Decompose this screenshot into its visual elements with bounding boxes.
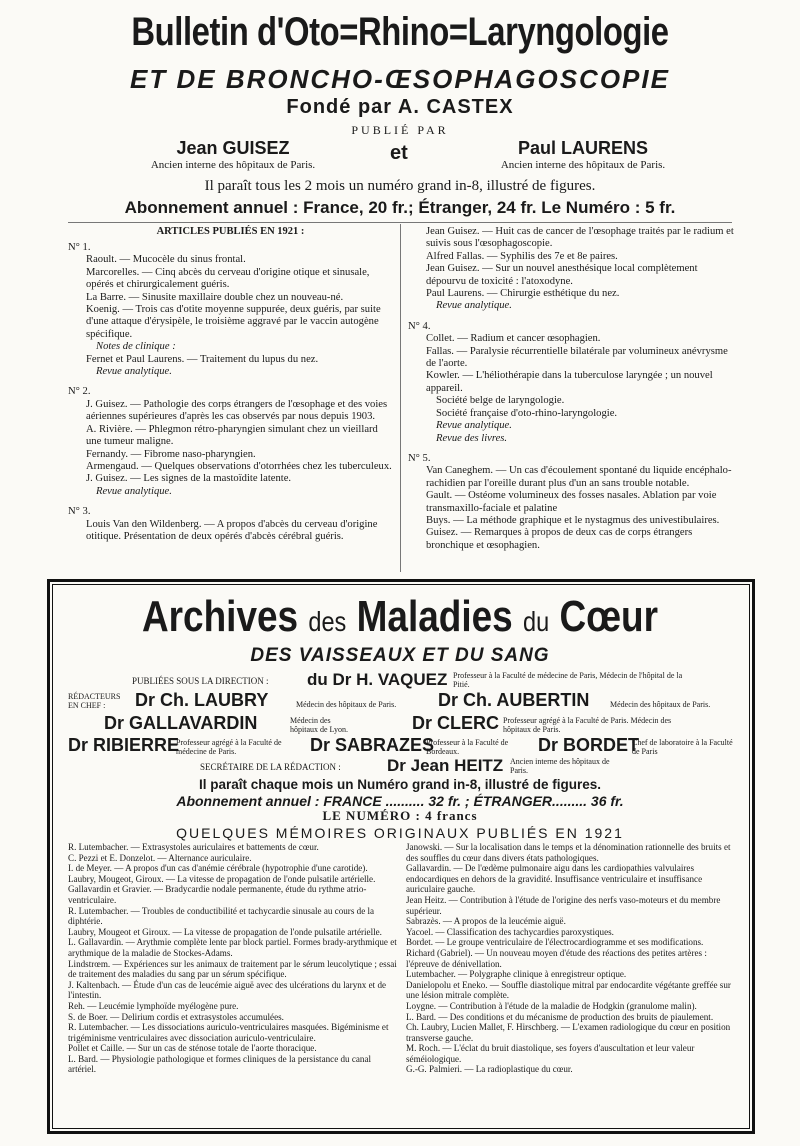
memoire-entry: Janowski. — Sur la localisation dans le temps et la dénomination rationnelle des bruits et des souffles du cœur dans divers états pathologiques. [406,842,731,863]
editor-clerc-title: Professeur agrégé à la Faculté de Paris. Médecin des hôpitaux de Paris. [503,716,672,734]
article-entry: Koenig. — Trois cas d'otite moyenne suppurée, deux guéris, par suite d'une attaque d'érysipèle, le troisième aggravé par le vaccin autogène spécifique. [86,304,381,340]
memoire-entry: G.-G. Palmieri. — La radioplastique du cœur. [406,1064,573,1075]
memoires-heading: QUELQUES MÉMOIRES ORIGINAUX PUBLIÉS EN 1921 [176,825,624,841]
archives-title-word: des [308,606,347,637]
memoire-entry: L. Gallavardin. — Arythmie complète lente par block partiel. Formes brady-arythmique et arythmique de la maladie de Stockes-Adams. [68,937,397,958]
article-entry: Collet. — Radium et cancer œsophagien. [426,333,601,345]
archives-title-word: Cœur [559,592,659,641]
archives-title-word: Maladies [356,592,513,641]
issue-number: N° 1. [68,242,91,253]
issue-number: N° 5. [408,452,431,464]
editor-2-title: Ancien interne des hôpitaux de Paris. [500,159,666,171]
article-entry: Marcorelles. — Cinq abcès du cerveau d'origine otique et sinusale, opérés et chirurgicalement guéris. [86,266,370,291]
memoire-entry: R. Lutembacher. — Troubles de conductibilité et tachycardie sinusale au cours de la diphtérie. [68,905,375,927]
articles-right-column [408,226,736,552]
memoires-right-column [406,842,740,1075]
issue-number: N° 3. [68,506,91,518]
memoire-entry: Laubry, Mougeot, Giroux. — La vitesse de propagation de l'onde pulsatile artérielle. [68,873,376,884]
article-entry: Fallas. — Paralysie récurrentielle bilatérale par volumineux anévrysme de l'aorte. [426,345,728,370]
article-entry: A. Rivière. — Phlegmon rétro-pharyngien simulant chez un vieillard une tumeur maligne. [86,423,378,448]
editor-laubry-title: Médecin des hôpitaux de Paris. [296,700,397,709]
article-entry: Gault. — Ostéome volumineux des fosses nasales. Ablation par voie transmaxillo-faciale et palatine [426,490,717,514]
issue-number: N° 2. [68,386,91,398]
director-name: du Dr H. VAQUEZ [307,670,448,689]
articles-heading: ARTICLES PUBLIÉS EN 1921 : [156,226,305,237]
memoire-entry: Pollet et Caille. — Sur un cas de sténose totale de l'aorte thoracique. [68,1043,317,1054]
section-note: Revue analytique. [96,485,172,497]
editor-2 [468,138,698,171]
memoire-entry: Reh. — Leucémie lymphoïde myélogène pure. [68,1000,239,1011]
section-note: Revue des livres. [436,432,508,444]
memoire-entry: Ch. Laubry, Lucien Mallet, F. Hirschberg. — L'examen radiologique du cœur en position transverse gauche. [406,1022,731,1043]
secretary-title: Ancien interne des hôpitaux de Paris. [510,757,610,775]
article-entry: Raoult. — Mucocèle du sinus frontal. [86,254,246,266]
memoire-entry: Gallavardin. — De l'œdème pulmonaire aigu dans les cardiopathies valvulaires endocardiques en dehors de la gravidité. Insuffisance ventriculaire et insuffisance auriculaire gauche. [406,863,703,895]
editor-ribierre-title: Professeur agrégé à la Faculté de médecine de Paris. [176,738,282,756]
memoire-entry: Laubry, Mougeot et Giroux. — La vitesse de propagation de l'onde pulsatile artérielle. [68,926,382,937]
memoire-entry: Bordet. — Le groupe ventriculaire de l'électrocardiogramme et ses modifications. [406,937,704,948]
memoire-entry: Danielopolu et Eneko. — Souffle diastolique mitral par endocardite végétante greffée sur une lésion mitrale complète. [406,979,731,1001]
editor-gallavardin-title: Médecin des hôpitaux de Lyon. [290,716,348,734]
article-entry: Fernandy. — Fibrome naso-pharyngien. [86,448,256,460]
section-note: Revue analytique. [436,420,512,432]
editor-1-title: Ancien interne des hôpitaux de Paris. [150,159,316,171]
archives-subtitle: DES VAISSEAUX ET DU SANG [250,645,550,666]
bulletin-frequency: Il paraît tous les 2 mois un numéro grand in-8, illustré de figures. [204,178,596,194]
article-entry: Van Caneghem. — Un cas d'écoulement spontané du liquide encéphalo-rachidien par l'oreille durant plus d'un an sans trouble notable. [426,465,732,489]
archives-frequency: Il paraît chaque mois un Numéro grand in-8, illustré de figures. [198,777,602,792]
editor-1-name: Jean GUISEZ [176,138,290,158]
memoire-entry: Loygne. — Contribution à l'étude de la maladie de Hodgkin (granulome malin). [406,1000,697,1011]
memoire-entry: Richard (Gabriel). — Un nouveau moyen d'étude des réactions des petites artères : l'épreuve de dénivellation. [406,947,707,969]
memoire-entry: Jean Heitz. — Contribution à l'étude de l'origine des nerfs vaso-moteurs et du membre supérieur. [406,894,721,916]
article-entry: Alfred Fallas. — Syphilis des 7e et 8e paires. [426,250,618,262]
section-note: Revue analytique. [436,300,512,312]
archives-title-word: Archives [141,592,299,641]
editor-bordet-name: Dr BORDET [538,735,640,755]
article-entry: Louis Van den Wildenberg. — A propos d'abcès du cerveau d'origine otitique. Présentation de deux opérés d'abcès cérébral guéris. [86,518,378,542]
secretary-label: SECRÉTAIRE DE LA RÉDACTION : [200,762,341,772]
editor-gallavardin-name: Dr GALLAVARDIN [104,713,258,733]
memoire-entry: Lindstrœm. — Expériences sur les animaux de traitement par le sérum leucolytique ; essai de traitement des maladies du sang par un sérum spécifique. [68,958,397,980]
editors-conjunction: et [390,142,408,164]
memoire-entry: Lutembacher. — Polygraphe clinique à enregistreur optique. [406,969,627,980]
editor-laubry-name: Dr Ch. LAUBRY [135,690,269,710]
article-entry: Fernet et Paul Laurens. — Traitement du lupus du nez. [86,353,319,365]
memoire-entry: Gallavardin et Gravier. — Bradycardie nodale permanente, étude du rythme atrio-ventriculaire. [68,884,367,905]
direction-label: PUBLIÉES SOUS LA DIRECTION : [132,676,269,686]
editor-ribierre-name: Dr RIBIERRE [68,735,180,755]
archives-title [64,592,736,642]
memoire-entry: R. Lutembacher. — Extrasystoles auriculaires et battements de cœur. [68,842,319,852]
editor-sabrazes-name: Dr SABRAZES [310,735,435,755]
article-entry: J. Guisez. — Pathologie des corps étrangers de l'œsophage et des voies aériennes supérieures d'après les cas observés par nous depuis 1903. [86,398,388,423]
articles-left-column [68,239,394,543]
article-entry: Armengaud. — Quelques observations d'otorrhées chez les tuberculeux. [86,460,392,472]
editor-2-name: Paul LAURENS [517,138,649,158]
memoire-entry: R. Lutembacher. — Les dissociations auriculo-ventriculaires masquées. Bigéminisme et trigéminisme ventriculaires avec dissociation auriculo-ventriculaire. [68,1022,389,1043]
editor-clerc-name: Dr CLERC [412,713,500,733]
memoire-entry: C. Pezzi et E. Donzelot. — Alternance auriculaire. [68,852,252,863]
editor-sabrazes-title: Professeur à la Faculté de Bordeaux. [426,738,509,756]
memoire-entry: L. Bard. — Physiologie pathologique et formes cliniques de la persistance du canal artériel. [68,1053,372,1075]
memoire-entry: L. Bard. — Des conditions et du mécanisme de production des bruits de piaulement. [406,1011,714,1022]
redacteurs-label: RÉDACTEURS EN CHEF : [68,692,121,710]
section-note: Notes de clinique : [96,341,176,353]
editor-aubertin-name: Dr Ch. AUBERTIN [438,690,590,710]
editor-aubertin-title: Médecin des hôpitaux de Paris. [610,700,711,709]
memoire-entry: I. de Meyer. — A propos d'un cas d'anémie cérébrale (hypotrophie d'une carotide). [68,863,368,874]
article-entry: Guisez. — Remarques à propos de deux cas de corps étrangers bronchique et œsophagien. [426,527,693,551]
memoire-entry: M. Roch. — L'éclat du bruit diastolique, ses foyers d'auscultation et leur valeur séméiologique. [406,1043,695,1064]
bulletin-subtitle: ET DE BRONCHO-ŒSOPHAGOSCOPIE [130,64,670,94]
archives-subscription: Abonnement annuel : FRANCE .......... 32 fr. ; ÉTRANGER......... 36 fr. [176,793,624,809]
article-entry: Société belge de laryngologie. [436,395,565,407]
article-entry: Jean Guisez. — Huit cas de cancer de l'œsophage traités par le radium et suivis sous l'œsophagoscopie. [426,226,734,250]
archives-issue-price: LE NUMÉRO : 4 francs [322,808,478,823]
bulletin-title: Bulletin d'Oto=Rhino=Laryngologie [131,10,669,54]
memoire-entry: Yacoel. — Classification des tachycardies paroxystiques. [406,926,614,937]
memoire-entry: Sabrazès. — A propos de la leucémie aiguë. [406,916,566,927]
article-entry: J. Guisez. — Les signes de la mastoïdite latente. [86,473,292,485]
archives-title-word: du [523,606,550,637]
section-note: Revue analytique. [96,366,172,378]
article-entry: Buys. — La méthode graphique et le nystagmus des univestibulaires. [426,514,720,526]
bulletin-subscription: Abonnement annuel : France, 20 fr.; Étranger, 24 fr. Le Numéro : 5 fr. [124,198,676,217]
secretary-name: Dr Jean HEITZ [387,756,504,775]
published-by: PUBLIÉ PAR [351,123,449,137]
founded-line: Fondé par A. CASTEX [286,96,514,118]
article-entry: Kowler. — L'héliothérapie dans la tuberculose laryngée ; un nouvel appareil. [426,370,713,394]
memoire-entry: J. Kaltenbach. — Étude d'un cas de leucémie aiguë avec des ulcérations du larynx et de l'intestin. [68,979,387,1001]
editor-1 [118,138,348,171]
article-entry: Jean Guisez. — Sur un nouvel anesthésique local complètement dépourvu de toxicité : l'atoxodyne. [426,263,698,287]
editor-bordet-title: Chef de laboratoire à la Faculté de Paris [632,738,733,756]
article-entry: La Barre. — Sinusite maxillaire double chez un nouveau-né. [86,291,344,303]
article-entry: Paul Laurens. — Chirurgie esthétique du nez. [426,288,620,300]
director-title: Professeur à la Faculté de médecine de Paris, Médecin de l'hôpital de la Pitié. [453,671,683,689]
issue-number: N° 4. [408,320,431,332]
article-entry: Société française d'oto-rhino-laryngologie. [436,407,618,419]
memoire-entry: S. de Boer. — Delirium cordis et extrasystoles accumulées. [68,1011,284,1022]
memoires-left-column [68,842,398,1075]
